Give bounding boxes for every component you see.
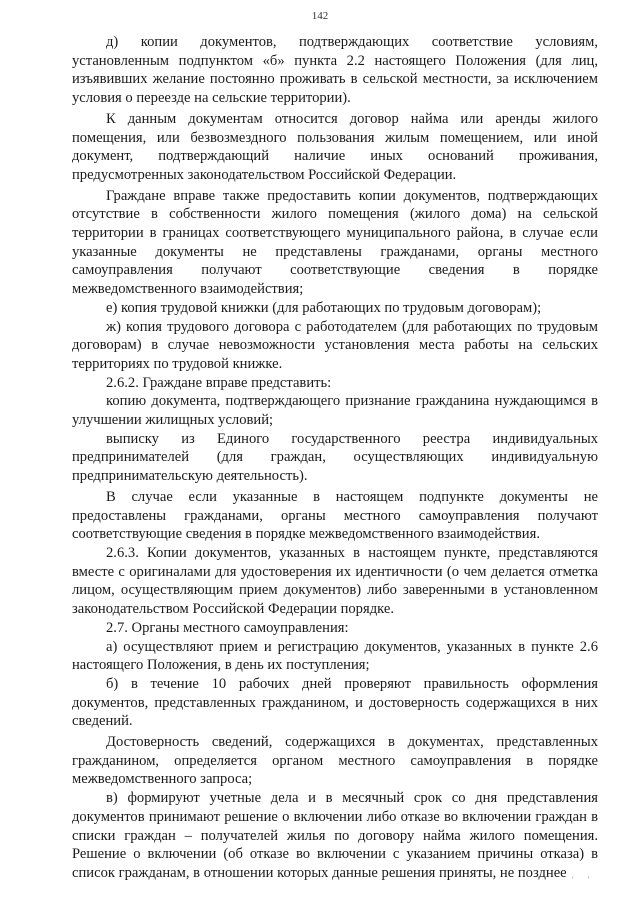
page-number: 142 (311, 10, 329, 22)
paragraph-interagency: В случае если указанные в настоящем подпункте документы не предоставлены гражданами, органы местного самоуправления получают соответствующие сведения в порядке межведомственного взаимодействия. (72, 488, 598, 543)
paragraph-zh-employment-contract: ж) копия трудового договора с работодателем (для работающих по трудовым договорам) в случае невозможности установления места работы на сельских территориях по трудовой книжке. (72, 318, 598, 372)
paragraph-b-verification: б) в течение 10 рабочих дней проверяют правильность оформления документов, представленных гражданином, и достоверность содержащихся в них сведений. (72, 675, 598, 730)
paragraph-egrip-extract: выписку из Единого государственного реестра индивидуальных предпринимателей (для граждан, осуществляющих индивидуальную предпринимательскую деятельность). (72, 430, 598, 485)
paragraph-2-6-2: 2.6.2. Граждане вправе представить: (106, 374, 332, 391)
paragraph-2-6-3: 2.6.3. Копии документов, указанных в настоящем пункте, представляются вместе с оригиналами для удостоверения их идентичности (о чем делается отметка лицом, осуществляющим прием документов) либо заверенными в установленном законодательством Российской Федерации порядке. (72, 544, 598, 618)
paragraph-2-7: 2.7. Органы местного самоуправления: (106, 619, 349, 636)
document-body (72, 33, 598, 883)
scan-marks: ' ' (572, 875, 596, 885)
paragraph-documents-include: К данным документам относится договор найма или аренды жилого помещения, или безвозмездного пользования жилым помещением, или иной документ, подтверждающий наличие иных оснований проживания, предусмотренных законодательством Российской Федерации. (72, 110, 598, 183)
paragraph-e-work-book: е) копия трудовой книжки (для работающих по трудовым договорам); (106, 299, 542, 316)
paragraph-a-registration: а) осуществляют прием и регистрацию документов, указанных в пункте 2.6 настоящего Положения, в день их поступления; (72, 638, 598, 674)
paragraph-housing-need: копию документа, подтверждающего признание гражданина нуждающимся в улучшении жилищных условий; (72, 393, 598, 429)
paragraph-citizens-may-provide: Граждане вправе также предоставить копии документов, подтверждающих отсутствие в собственности жилого помещения (жилого дома) на сельской территории в границах соответствующего муниципального района, в случае если указанные документы не представлены гражданами, органы местного самоуправления получают соответствующие сведения в порядке межведомственного взаимодействия; (72, 187, 598, 298)
paragraph-v-records: в) формируют учетные дела и в месячный срок со дня представления документов принимают решение о включении либо отказе во включении граждан в списки граждан – получателей жилья по договору найма жилого помещения. Решение о включении (об отказе во включении с указанием причины отказа) в список гражданам, в отношении которых данные решения приняты, не позднее (72, 790, 598, 881)
paragraph-reliability: Достоверность сведений, содержащихся в документах, представленных гражданином, определяется органом местного самоуправления в порядке межведомственного запроса; (72, 734, 598, 788)
paragraph-d-copies: д) копии документов, подтверждающих соответствие условиям, установленным подпунктом «б» пункта 2.2 настоящего Положения (для лиц, изъявивших желание постоянно проживать в сельской местности, за исключением условия о переезде на сельские территории). (72, 34, 598, 107)
